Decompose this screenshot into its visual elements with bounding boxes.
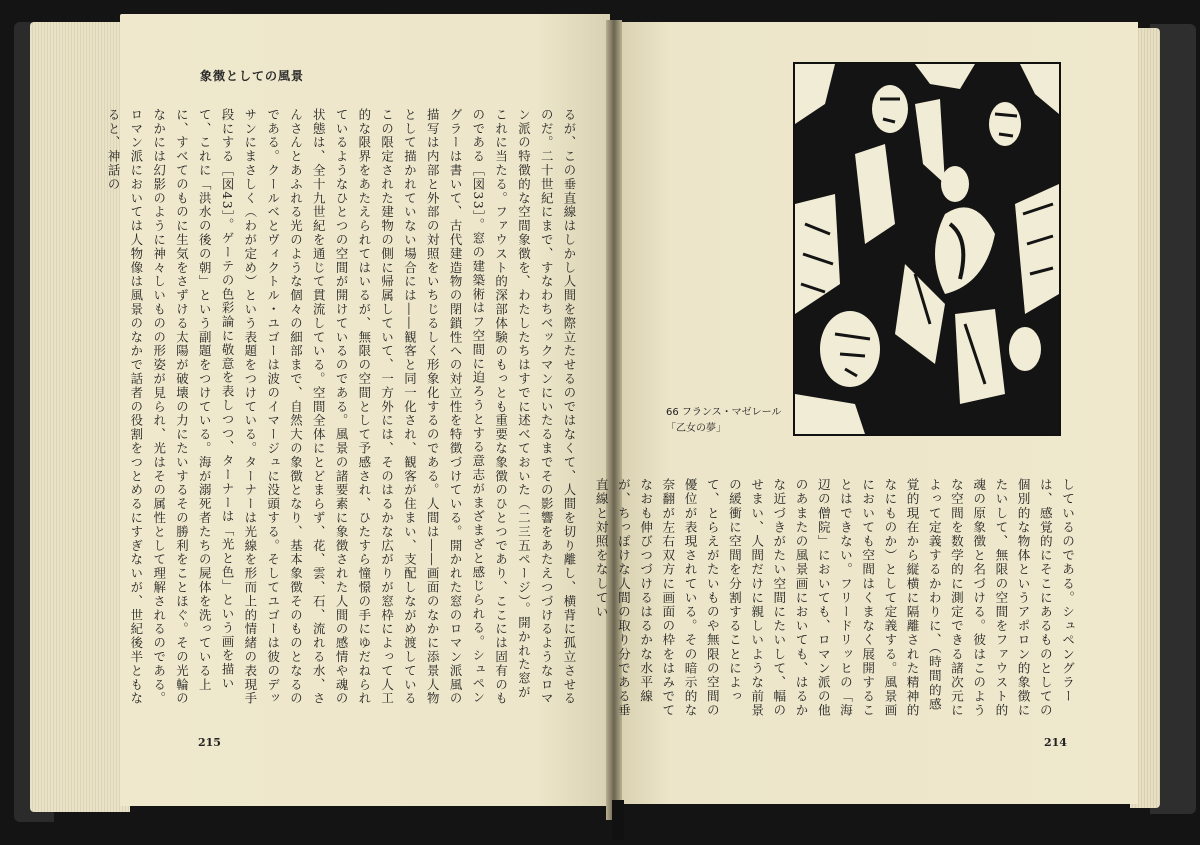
figure-caption-subtitle: 「乙女の夢」: [666, 423, 726, 434]
right-page-body-text: しているのである。シュペングラーは、感覚的にそこにあるものとしての個別的な物体というアポロン的象徴にたいして、無限の空間をファウスト的魂の原象徴と名づける。彼はこのような空間を数学的に測定できる諸次元によって定義するかわりに、（時間的感覚的現在から縦横に隔離された精神的なにものか）として定義する。風景画においても空間はくまなく展開することはできない。フリードリッヒの「海辺の僧院」においても、ロマン派の他のあまたの風景画においても、はるかな近づきがたい空間にたいして、幅のせまい、人間だけに親しいような前景の緩衝に空間を分割することによって、とらえがたいものや無限の空間の優位が表現されている。その暗示的な奈翻が左右双方に画面の枠をはみでてなおも伸びつづけるはるかな水平線が、ちっぽけな人間の取り分である垂直線と対照をなしてい: [593, 478, 1075, 718]
right-page-number: 214: [1044, 736, 1067, 749]
woodcut-figure: [793, 62, 1061, 436]
figure-caption-title: 66 フランス・マゼレール: [666, 407, 782, 418]
bookmark-ribbon: [612, 800, 624, 840]
figure-caption: [666, 405, 781, 437]
woodcut-figures-illustration-icon: [795, 64, 1059, 434]
running-head: 象徴としての風景: [200, 69, 305, 83]
left-page-body-text: るが、この垂直線はしかし人間を際立たせるのではなくて、人間を切り離し、横背に孤立させるのだ。二十世紀にまで、すなわちベックマンにいたるまでその影響をあたえつづけるようなロマン派の特徴的な空間象徴を、わたしたちはすでに述べておいた（二三五ページ）。開かれた窓がこれに当たる。ファウスト的深部体験のもっとも重要な象徴のひとつであり、ここには固有のものである［図33］。窓の建築術はフ空間に迫ろうとする意志がまざまざと感じられる。シュペングラーは書いて、古代建造物の閉鎖性への対立性を特徴づけている。開かれた窓のロマン派風の描写は内部と外部の対照をいちじるしく形象化するのである。人間は――画面のなかに添景人物として描かれていない場合には――観客と同一化され、観客が住まい、支配しながめ渡しているこの限定された建物の側に帰属していて、一方外には、そのはるかな広がりが窓枠によって人工的な限界をあたえられてはいるが、無限の空間として予感され、ひたすら憧憬の手にゆだねられているようなひとつの空間が開けているのである。風景の諸要素に象徴された人間の感情や魂の状態は、全十九世紀を通じて貫流している。空間全体にとどまらず、花、雲、石、流れる水、さんさんとあふれる光のような個々の細部まで、自然大の象徴となり、基本象徴そのものとなるのである。クールベとヴィクトル・ユゴーは波のイマージュに没頭する。そしてユゴーは彼のデッサンにまさしく（わが定め）という表題をつけている。ターナーは光線を形而上的情緒の表現手段にする［図43］。ゲーテの色彩論に敬意を表しつつ、ターナーは「光と色」という画を描いて、これに「洪水の後の朝」という副題をつけている。海が溺死者たちの屍体を洗っている上に、すべてのものに生気をさずける太陽が破壊の力にたいするその勝利をことほぐ。その光輪のなかには幻影のように神々しいものの形姿が見られ、光はその属性として理解されるのである。ロマン派においては人物像は風景のなかで話者の役割をつとめるにすぎないが、世紀後半ともなると、神話の: [106, 108, 577, 706]
left-page-number: 215: [198, 736, 221, 749]
